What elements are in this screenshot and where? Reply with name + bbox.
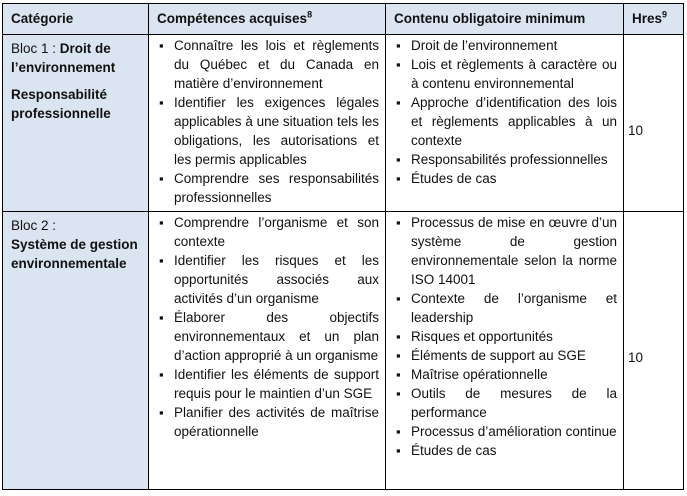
list-item: ▪ Comprendre l’organisme et son contexte (157, 213, 379, 251)
list-item: ▪ Éléments de support au SGE (394, 346, 617, 365)
list-item: ▪ Contexte de l’organisme et leadership (394, 289, 617, 327)
competences-cell (149, 35, 386, 212)
hres-cell: 10 (624, 35, 684, 212)
list-item: ▪ Comprendre ses responsabilités professionnelles (157, 169, 379, 207)
table-header-row (3, 4, 684, 35)
list-item: ▪ Identifier les éléments de support requis pour le maintien d’un SGE (157, 365, 379, 403)
footnote-ref: 8 (307, 9, 313, 20)
list-item: ▪ Approche d’identification des lois et règlements applicables à un contexte (394, 93, 617, 150)
list-item: ▪ Responsabilités professionnelles (394, 150, 617, 169)
header-contenu: Contenu obligatoire minimum (386, 4, 624, 35)
list-item: ▪ Outils de mesures de la performance (394, 384, 617, 422)
footnote-ref: 9 (662, 9, 668, 20)
list-item: ▪ Identifier les risques et les opportunités associés aux activités d’un organisme (157, 251, 379, 308)
list-item: ▪ Droit de l’environnement (394, 36, 617, 55)
list-item: ▪ Planifier des activités de maîtrise opérationnelle (157, 403, 379, 441)
list-item: ▪ Risques et opportunités (394, 327, 617, 346)
table-row-bloc-2 (3, 212, 684, 490)
list-item: ▪ Identifier les exigences légales applicables à une situation tels les obligations, les autorisations et les permis applicables (157, 93, 379, 169)
contenu-cell (386, 212, 624, 490)
bloc-subtitle: Responsabilité professionnelle (11, 87, 111, 121)
list-item: ▪ Processus d’amélioration continue (394, 422, 617, 441)
list-item: ▪ Études de cas (394, 441, 617, 460)
bloc-label: Bloc 2 : (11, 218, 57, 233)
categorie-cell (3, 35, 149, 212)
header-competences: Compétences acquises$^8$ (149, 4, 386, 35)
list-item: ▪ Lois et règlements à caractère ou à contenu environnemental (394, 55, 617, 93)
header-hres: Hres$^9$ (624, 4, 684, 35)
contenu-cell (386, 35, 624, 212)
list-item: ▪ Maîtrise opérationnelle (394, 365, 617, 384)
list-item: ▪ Processus de mise en œuvre d’un système de gestion environnementale selon la norme ISO 14001 (394, 213, 617, 289)
list-item: ▪ Connaître les lois et règlements du Québec et du Canada en matière d’environnement (157, 36, 379, 93)
curriculum-table (2, 3, 684, 490)
header-categorie: Catégorie (3, 4, 149, 35)
competences-cell (149, 212, 386, 490)
list-item: ▪ Études de cas (394, 169, 617, 188)
hres-cell: 10 (624, 212, 684, 490)
categorie-cell (3, 212, 149, 490)
bloc-title: Bloc 1 : Droit de l’environnement (11, 41, 116, 75)
bloc-title: Système de gestion environnementale (11, 237, 138, 271)
list-item: ▪ Élaborer des objectifs environnementaux et un plan d’action approprié à un organisme (157, 308, 379, 365)
table-row-bloc-1 (3, 35, 684, 212)
